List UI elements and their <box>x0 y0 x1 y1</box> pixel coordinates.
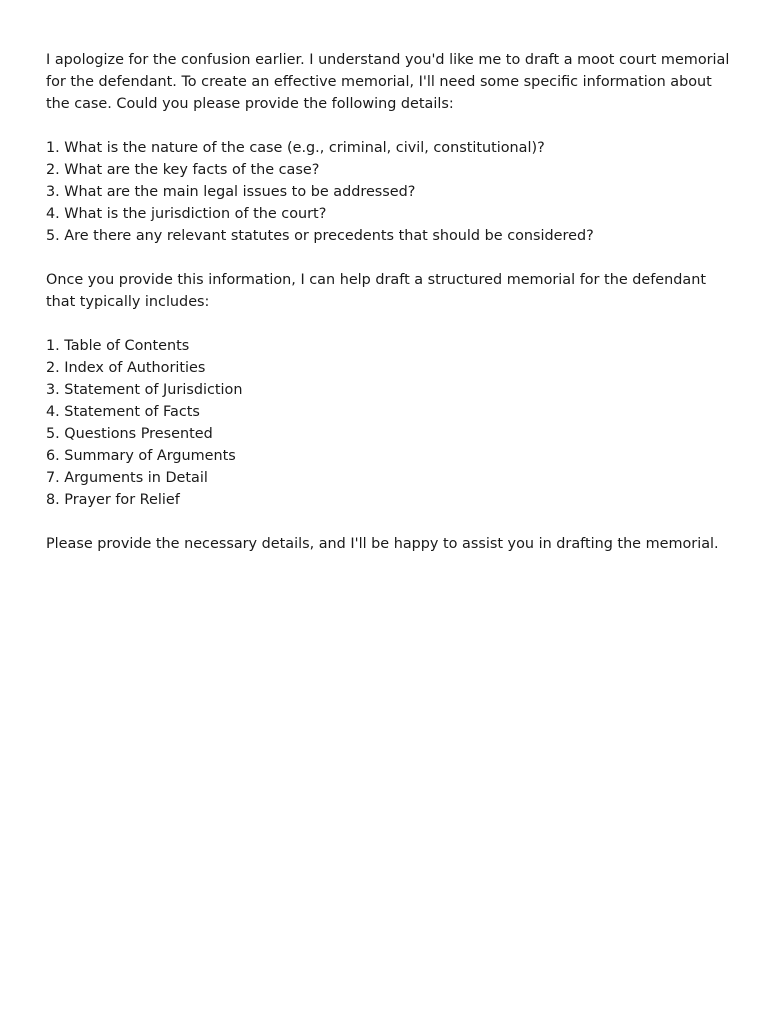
document-body <box>46 49 736 577</box>
list-item: 1. What is the nature of the case (e.g., criminal, civil, constitutional)? <box>46 140 545 156</box>
list-item: 1. Table of Contents <box>46 338 190 354</box>
list-item: 8. Prayer for Relief <box>46 492 180 508</box>
list-item: 3. What are the main legal issues to be addressed? <box>46 184 416 200</box>
intro-paragraph: I apologize for the confusion earlier. I understand you'd like me to draft a moot court memorial for the defendant. To create an effective memorial, I'll need some specific information about the case. Could you please provide the following details: <box>46 52 730 112</box>
memorial-sections-list <box>46 335 736 511</box>
list-item: 4. What is the jurisdiction of the court? <box>46 206 327 222</box>
list-item: 2. What are the key facts of the case? <box>46 162 320 178</box>
closing-paragraph: Please provide the necessary details, and I'll be happy to assist you in drafting the memorial. <box>46 536 719 552</box>
list-item: 2. Index of Authorities <box>46 360 206 376</box>
list-item: 3. Statement of Jurisdiction <box>46 382 243 398</box>
list-item: 5. Are there any relevant statutes or precedents that should be considered? <box>46 228 594 244</box>
transition-paragraph: Once you provide this information, I can help draft a structured memorial for the defendant that typically includes: <box>46 272 706 310</box>
questions-list <box>46 137 736 247</box>
list-item: 6. Summary of Arguments <box>46 448 236 464</box>
list-item: 7. Arguments in Detail <box>46 470 208 486</box>
list-item: 4. Statement of Facts <box>46 404 200 420</box>
list-item: 5. Questions Presented <box>46 426 213 442</box>
